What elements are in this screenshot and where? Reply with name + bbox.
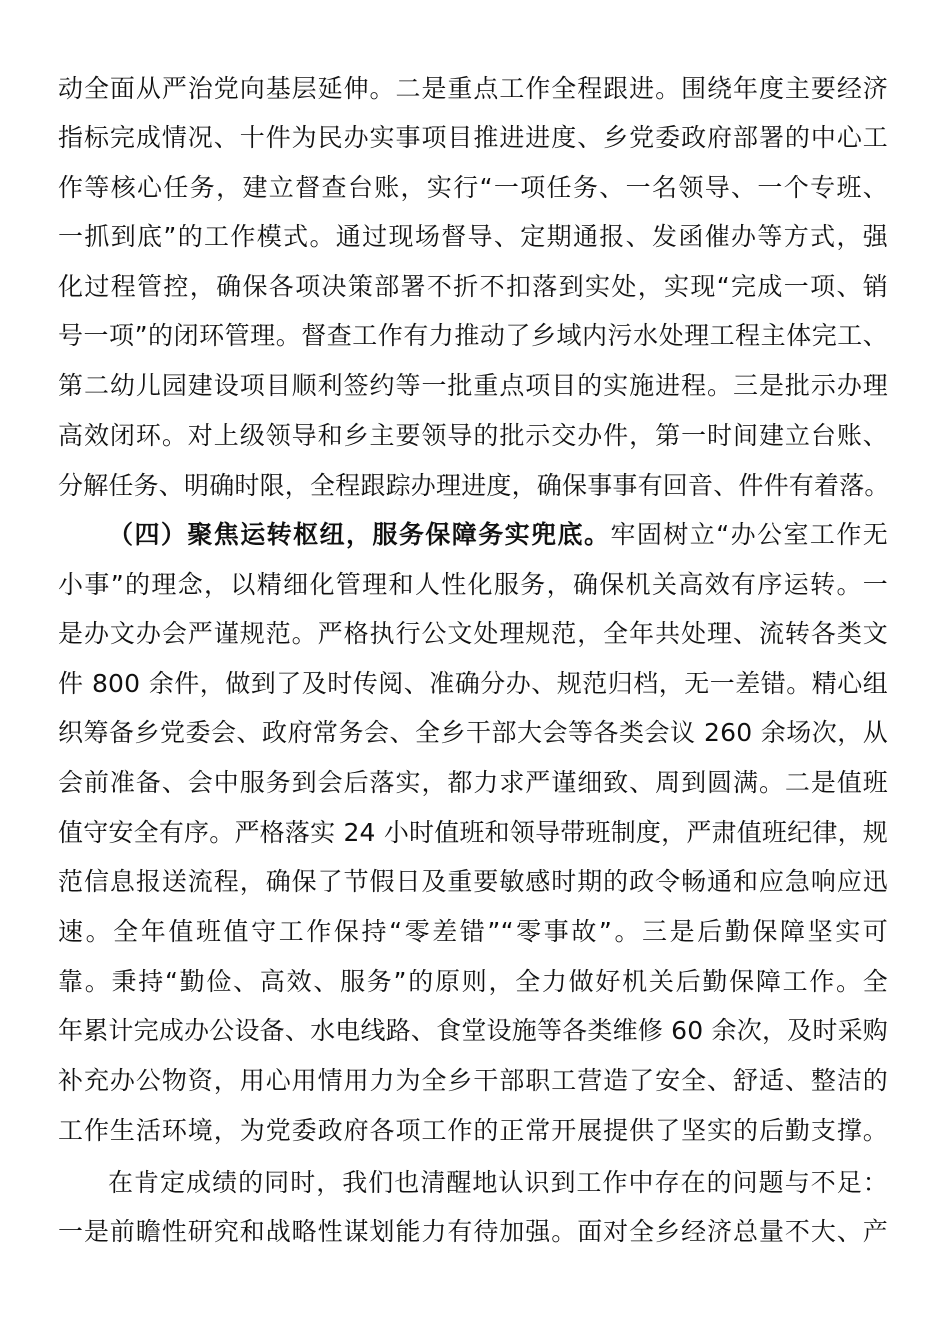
paragraph-line: 分解任务、明确时限，全程跟踪办理进度，确保事事有回音、件件有着落。 [58, 471, 890, 500]
paragraph-line: 会前准备、会中服务到会后落实，都力求严谨细致、周到圆满。二是值班 [58, 768, 888, 797]
paragraph-line: 速。全年值班值守工作保持“零差错”“零事故”。三是后勤保障坚实可 [58, 917, 888, 946]
section-heading-line [108, 515, 888, 555]
paragraph-line: 化过程管控，确保各项决策部署不折不扣落到实处，实现“完成一项、销 [58, 272, 888, 301]
paragraph-line: 范信息报送流程，确保了节假日及重要敏感时期的政令畅通和应急响应迅 [58, 867, 888, 896]
paragraph-line: 指标完成情况、十件为民办实事项目推进进度、乡党委政府部署的中心工 [58, 123, 888, 152]
paragraph-line: 一抓到底”的工作模式。通过现场督导、定期通报、发函催办等方式，强 [58, 222, 888, 251]
paragraph-line: 一是前瞻性研究和战略性谋划能力有待加强。面对全乡经济总量不大、产 [58, 1217, 888, 1246]
paragraph-line: 补充办公物资，用心用情用力为全乡干部职工营造了安全、舒适、整洁的 [58, 1066, 888, 1095]
section-heading-rest: 牢固树立“办公室工作无 [610, 520, 888, 549]
paragraph-line: 作等核心任务，建立督查台账，实行“一项任务、一名领导、一个专班、 [58, 173, 888, 202]
paragraph-line: 号一项”的闭环管理。督查工作有力推动了乡域内污水处理工程主体完工、 [58, 321, 888, 350]
paragraph-line: 高效闭环。对上级领导和乡主要领导的批示交办件，第一时间建立台账、 [58, 421, 888, 450]
paragraph-line: 工作生活环境，为党委政府各项工作的正常开展提供了坚实的后勤支撑。 [58, 1116, 888, 1145]
paragraph-line: 是办文办会严谨规范。严格执行公文处理规范，全年共处理、流转各类文 [58, 619, 888, 648]
paragraph-line: 在肯定成绩的同时，我们也清醒地认识到工作中存在的问题与不足： [108, 1168, 888, 1197]
paragraph-line: 靠。秉持“勤俭、高效、服务”的原则，全力做好机关后勤保障工作。全 [58, 967, 888, 996]
section-heading: （四）聚焦运转枢纽，服务保障务实兜底。 [108, 520, 611, 549]
paragraph-line: 织筹备乡党委会、政府常务会、全乡干部大会等各类会议 260 余场次，从 [58, 718, 888, 747]
paragraph-line: 件 800 余件，做到了及时传阅、准确分办、规范归档，无一差错。精心组 [58, 669, 888, 698]
paragraph-line: 年累计完成办公设备、水电线路、食堂设施等各类维修 60 余次，及时采购 [58, 1016, 888, 1045]
paragraph-line: 值守安全有序。严格落实 24 小时值班和领导带班制度，严肃值班纪律，规 [58, 818, 888, 847]
paragraph-line: 第二幼儿园建设项目顺利签约等一批重点项目的实施进程。三是批示办理 [58, 371, 888, 400]
paragraph-line: 动全面从严治党向基层延伸。二是重点工作全程跟进。围绕年度主要经济 [58, 74, 888, 103]
paragraph-line: 小事”的理念，以精细化管理和人性化服务，确保机关高效有序运转。一 [58, 570, 888, 599]
